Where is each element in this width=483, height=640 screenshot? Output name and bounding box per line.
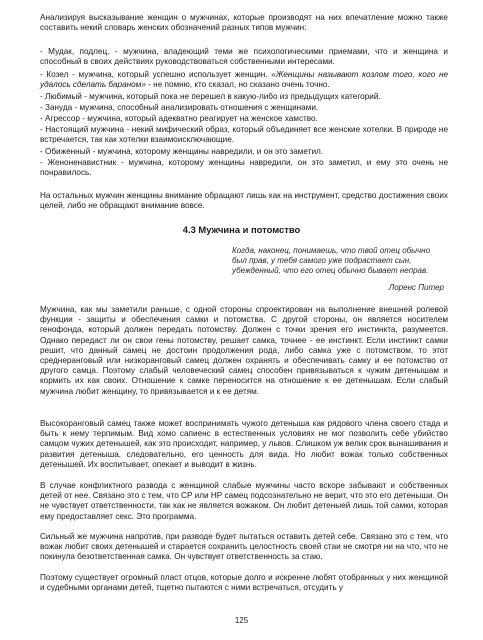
kozel-quote: «Женщины называют козлом того, кого не удалось сделать бараном» [40,70,449,90]
intro-paragraph: Анализируя высказывание женщин о мужчинах, которые производят на них впечатление можно также составить некий словарь женских обозначений разных типов мужчин: [40,13,448,33]
body-paragraph-5: Поэтому существует огромный пласт отцов, которые долго и искренне любят отобранных у них женщиной и судебными органами детей, тщетно пытаются с ними встречаться, отсудить у [40,573,448,593]
definition-zanuda: - Зануда - мужчина, способный анализировать отношения с женщинами. [40,103,319,112]
section-title: 4.3 Мужчина и потомство [182,224,301,235]
body-paragraph-4: Сильный же мужчина напротив, при разводе будет пытаться оставить детей себе. Связано это с тем, что вожак любит своих детенышей и старается сохранить целостность своей стаи не смотря ни на что, что не покинула безответственная самка. Он чувствует ответственность за стаю. [40,532,448,562]
body-paragraph-1: Мужчина, как мы заметили раньше, с одной стороны спроектирован на выполнение внешней ролевой функции - защиты и обеспечения самки и потомства. С другой стороны, он является носителем генофонда, который должен передать потомству. Должен с точки зрения его инстинкта, разумеется. Однако передаст ли он свои гены потомству, решает самка, точнее - ее инстинкт. Если инстинкт самки решит, что данный самец не достоин продолжения рода, либо самка уже с потомством, то этот среднеранговый или низкоранговый самец должен охранять и обеспечивать самку и ее потомство от другого самца. Поэтому слабый человеческий самец способен привязываться к чужим детенышам и кормить их как своих. Отношение к самке переносится на отношение к ее детенышам. Если слабый мужчина любит женщину, то привязывается и к ее детям. [40,305,448,396]
definition-obizhenny: - Обиженный - мужчина, которому женщины навредили, и он это заметил. [40,147,324,156]
body-paragraph-2: Высокоранговый самец также может воспринимать чужого детеныша как рядового члена своего стада и быть к нему терпимым. Вид хомо сапиенс в естественных условиях не мог позволить себе убийство самцом чужих детенышей, как это происходит, например, у львов. Слишком уж велик срок вынашивания и развития детеныша, следовательно, его ценность для вида. Но любит вожак только собственных детенышей. Их воспитывает, опекает и выводит в жизнь. [40,419,448,469]
definition-kozel-tail: - не помню, кто сказал, но сказано очень точно. [145,80,330,90]
epigraph: Когда, наконец, понимаешь, что твой отец обычно был прав, у тебя самого уже подрастает сын, убежденный, что его отец обычно бывает неправ. [232,246,431,276]
others-paragraph: На остальных мужчин женщины внимание обращают лишь как на инструмент, средство достижения своих целей, либо не обращают внимание вовсе. [40,191,448,211]
definition-kozel [40,70,448,90]
definition-kozel-text: - Козел - мужчина, который успешно использует женщин. [40,70,272,79]
definition-agressor: - Агрессор - мужчина, который адекватно реагирует на женское хамство. [40,114,318,123]
epigraph-author: Лоренс Питер [388,283,444,292]
definition-mudak: - Мудак, подлец, - мужчина, владеющий теми же психологическими приемами, что и женщина и способный в своих действиях руководствоваться собственными интересами. [40,47,448,67]
definition-lyubimy: - Любимый - мужчина, который пока не перешел в какую-либо из предыдущих категорий. [40,92,381,101]
definition-zhenonenavistnik: - Женоненавистник - мужчина, которому женщины навредили, он это заметил, и ему это очень не понравилось. [40,158,448,178]
body-paragraph-3: В случае конфликтного развода с женщиной слабые мужчины часто вскоре забывают и собственных детей от нее. Связано это с тем, что СР или НР самец подсознательно не верит, что это его детеныши. Он не чувствует ответственности, так как не является вожаком. Он любит детеныей лишь той самки, которая ему предоставляет секс. Это программа. [40,481,448,521]
definition-nastoyashchy: - Настоящий мужчина - некий мифический образ, который объединяет все женские хотелки. В природе не встречается, так как хотелки взаимоисключающие. [40,125,448,145]
page-number: 125 [234,616,249,625]
